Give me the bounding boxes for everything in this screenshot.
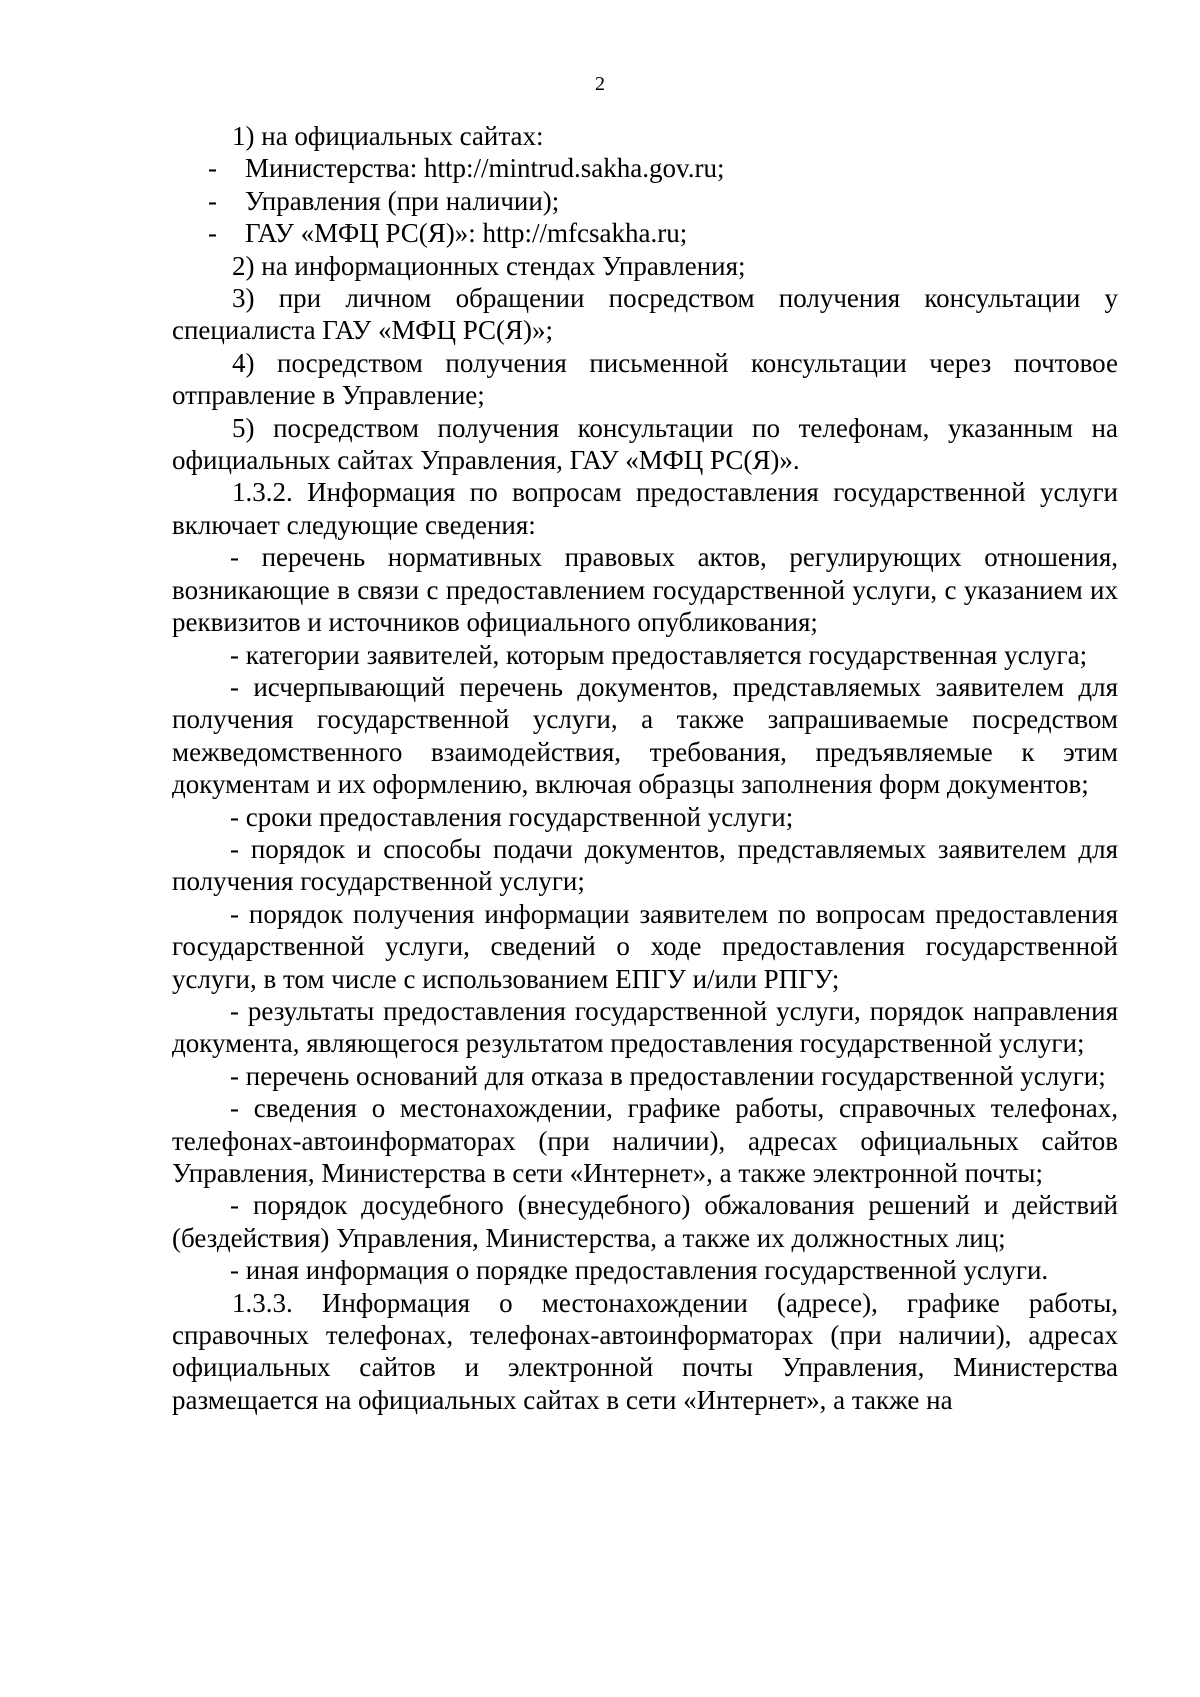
document-body: [172, 120, 1118, 1416]
paragraph: - порядок досудебного (внесудебного) обжалования решений и действий (бездействия) Управления, Министерства, а также их должностных лиц;: [172, 1190, 1118, 1253]
paragraph: 1) на официальных сайтах:: [232, 121, 544, 151]
paragraph: - категории заявителей, которым предоставляется государственная услуга;: [230, 639, 1088, 670]
list-item: [172, 185, 1118, 217]
paragraph: 2) на информационных стендах Управления;: [232, 250, 746, 281]
list-item-text: Управления (при наличии);: [245, 185, 560, 216]
paragraph: - перечень нормативных правовых актов, регулирующих отношения, возникающие в связи с предоставлением государственной услуги, с указанием их реквизитов и источников официального опубликования;: [172, 542, 1118, 638]
paragraph: - перечень оснований для отказа в предоставлении государственной услуги;: [230, 1060, 1106, 1091]
page-number: 2: [595, 73, 605, 95]
list-item: [172, 152, 1118, 184]
paragraph: - порядок и способы подачи документов, представляемых заявителем для получения государственной услуги;: [172, 833, 1118, 897]
paragraph: - исчерпывающий перечень документов, представляемых заявителем для получения государственной услуги, а также запрашиваемые посредством межведомственного взаимодействия, требования, предъявляемые к этим документам и их оформлению, включая образцы заполнения форм документов;: [172, 671, 1118, 800]
paragraph: - сроки предоставления государственной услуги;: [230, 801, 794, 832]
list-dash: -: [208, 153, 217, 184]
paragraph: - порядок получения информации заявителем по вопросам предоставления государственной услуги, сведений о ходе предоставления государственной услуги, в том числе с использованием ЕПГУ и/или РПГУ;: [172, 898, 1118, 994]
list-item: [172, 217, 1118, 249]
paragraph: 3) при личном обращении посредством получения консультации у специалиста ГАУ «МФЦ РС(Я)»;: [172, 283, 1118, 346]
paragraph: - иная информация о порядке предоставления государственной услуги.: [230, 1255, 1049, 1286]
paragraph: 1.3.2. Информация по вопросам предоставления государственной услуги включает следующие сведения:: [172, 477, 1118, 540]
paragraph: 1.3.3. Информация о местонахождении (адресе), графике работы, справочных телефонах, телефонах-автоинформаторах (при наличии), адресах официальных сайтов и электронной почты Управления, Министерства размещается на официальных сайтах в сети «Интернет», а также на: [172, 1287, 1118, 1415]
list-dash: -: [208, 185, 217, 216]
paragraph: - сведения о местонахождении, графике работы, справочных телефонах, телефонах-автоинформаторах (при наличии), адресах официальных сайтов Управления, Министерства в сети «Интернет», а также электронной почты;: [172, 1093, 1118, 1188]
paragraph: 5) посредством получения консультации по телефонам, указанным на официальных сайтах Управления, ГАУ «МФЦ РС(Я)».: [172, 412, 1118, 476]
list-dash: -: [208, 218, 217, 249]
list-item-text: ГАУ «МФЦ РС(Я)»: http://mfcsakha.ru;: [245, 218, 688, 249]
paragraph: - результаты предоставления государственной услуги, порядок направления документа, являющегося результатом предоставления государственной услуги;: [172, 995, 1118, 1059]
paragraph: 4) посредством получения письменной консультации через почтовое отправление в Управление;: [172, 347, 1118, 411]
list-item-text: Министерства: http://mintrud.sakha.gov.ru;: [245, 153, 725, 184]
